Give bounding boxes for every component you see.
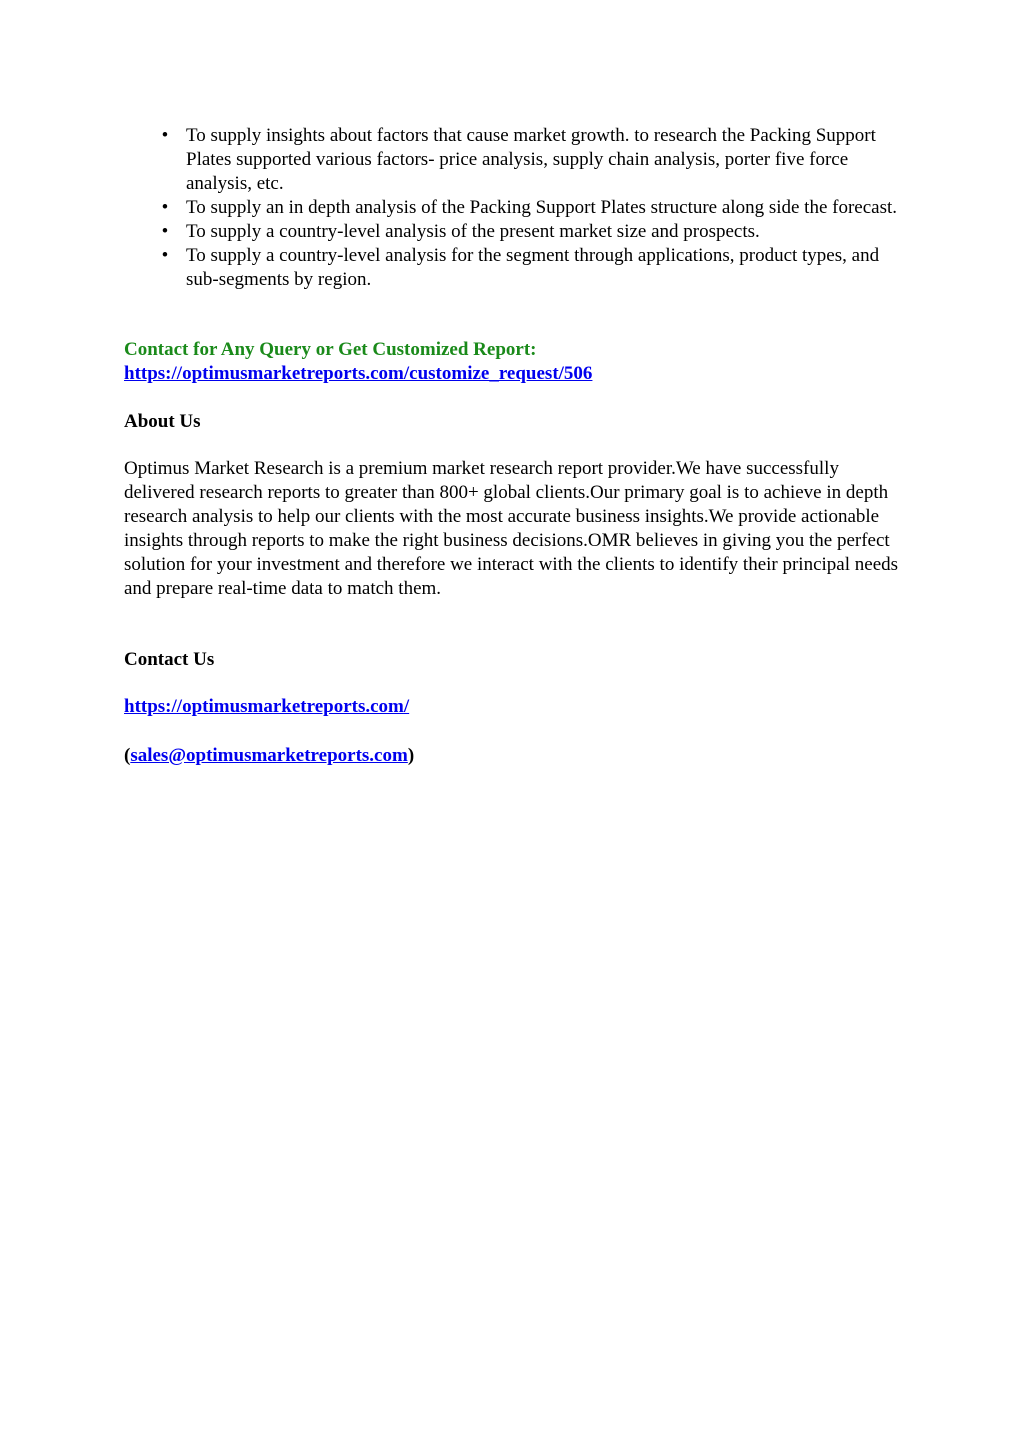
email-link[interactable]: sales@optimusmarketreports.com	[130, 745, 408, 766]
email-close-paren: )	[407, 745, 415, 766]
about-us-paragraph: Optimus Market Research is a premium market research report provider.We have successfully delivered research reports to greater than 800+ global clients.Our primary goal is to achieve in depth research analysis to help our clients with the most accurate business insights.We provide actionable insights through reports to make the right business decisions.OMR believes in giving you the perfect solution for your investment and therefore we interact with the clients to identify their principal needs and prepare real-time data to match them.	[124, 458, 899, 599]
objectives-list	[124, 124, 904, 292]
list-item	[124, 124, 904, 196]
about-us-heading: About Us	[124, 411, 201, 432]
website-link[interactable]: https://optimusmarketreports.com/	[124, 696, 410, 717]
bullet-icon: •	[161, 221, 169, 242]
list-item	[124, 196, 904, 220]
list-item-text: To supply an in depth analysis of the Packing Support Plates structure along side the forecast.	[186, 197, 898, 218]
bullet-icon: •	[161, 245, 169, 266]
email-open-paren: (	[124, 745, 131, 766]
customize-request-link[interactable]: https://optimusmarketreports.com/customize_request/506	[124, 363, 593, 384]
contact-query-heading: Contact for Any Query or Get Customized Report:	[124, 339, 537, 360]
bullet-icon: •	[161, 125, 169, 146]
list-item	[124, 220, 904, 244]
list-item	[124, 244, 904, 292]
list-item-text: To supply a country-level analysis of the present market size and prospects.	[186, 221, 760, 242]
bullet-icon: •	[161, 197, 169, 218]
list-item-text: To supply a country-level analysis for the segment through applications, product types, and sub-segments by region.	[186, 245, 880, 290]
contact-us-heading: Contact Us	[124, 649, 215, 670]
list-item-text: To supply insights about factors that cause market growth. to research the Packing Support Plates supported various factors- price analysis, supply chain analysis, porter five force analysis, etc.	[186, 125, 876, 194]
email-line	[124, 744, 414, 768]
